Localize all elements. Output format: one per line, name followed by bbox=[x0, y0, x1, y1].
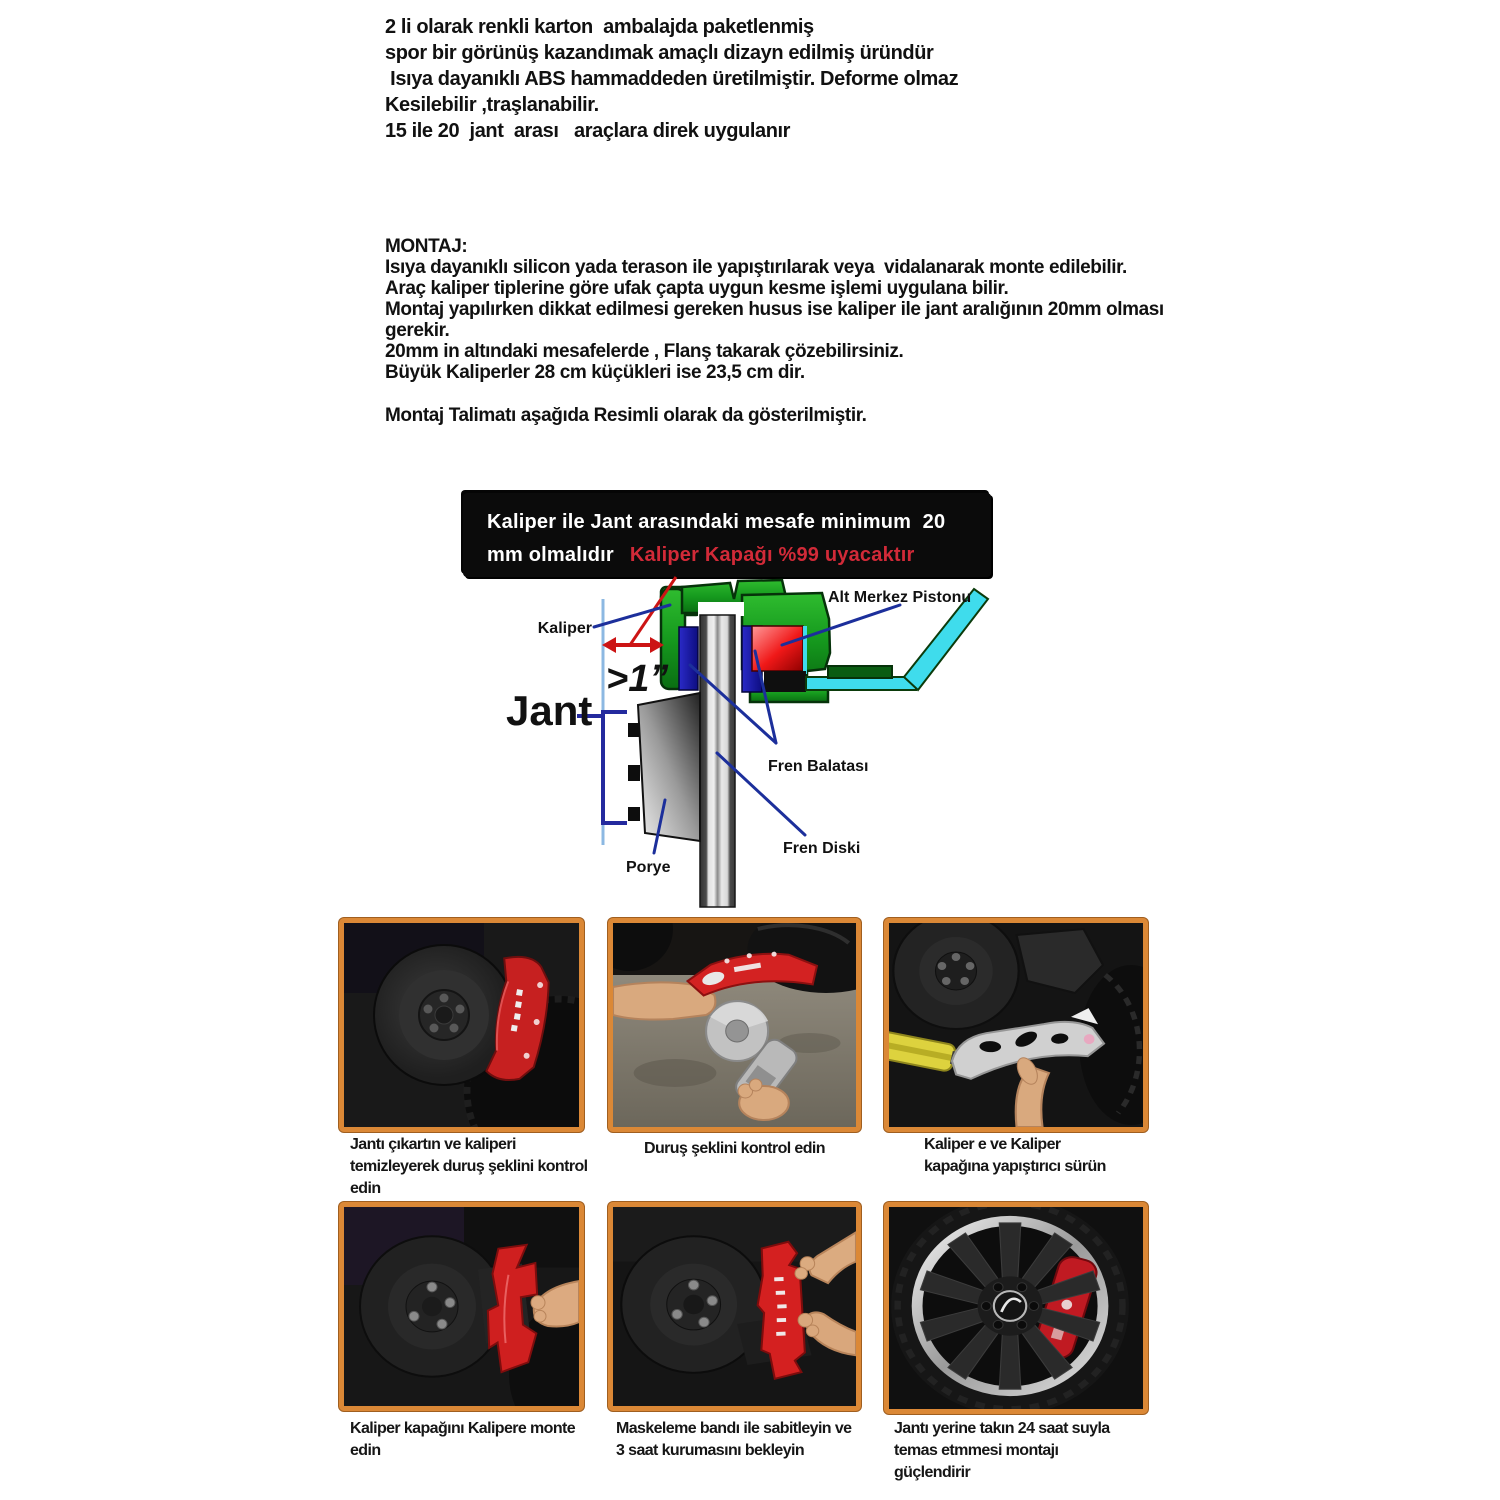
montaj-line: Isıya dayanıklı silicon yada terason ile yapıştırılarak veya vidalanarak monte edilebilir. bbox=[385, 257, 1127, 278]
caption-line: Kaliper e ve Kaliper bbox=[924, 1136, 1061, 1153]
piston-seal bbox=[803, 626, 807, 674]
brake-disc bbox=[700, 615, 735, 907]
label-kaliper: Kaliper bbox=[537, 620, 592, 637]
brake-pad-left bbox=[679, 627, 698, 690]
caption-line: edin bbox=[350, 1442, 381, 1459]
step-2-photo bbox=[608, 918, 861, 1132]
label-jant: Jant bbox=[506, 687, 593, 734]
step-1-photo bbox=[339, 918, 584, 1132]
label-fren-diski: Fren Diski bbox=[783, 840, 861, 857]
step-4-photo-illustration bbox=[344, 1207, 579, 1406]
caption-line: edin bbox=[350, 1180, 381, 1197]
caption-line: güçlendirir bbox=[894, 1464, 971, 1481]
dimension-label: >1” bbox=[606, 658, 669, 700]
caliper-inner-shadow bbox=[764, 671, 806, 692]
caption-line: Jantı yerine takın 24 saat suyla bbox=[894, 1420, 1110, 1437]
piston bbox=[752, 626, 803, 671]
step-4-photo bbox=[339, 1202, 584, 1411]
intro-line: spor bir görünüş kazandımak amaçlı dizayn edilmiş üründür bbox=[385, 42, 934, 64]
label-alt-merkez-pistonu: Alt Merkez Pistonu bbox=[828, 589, 972, 606]
montaj-line: Montaj yapılırken dikkat edilmesi gereken husus ise kaliper ile jant aralığının 20mm olması bbox=[385, 299, 1164, 320]
intro-text bbox=[385, 14, 1125, 118]
fitment-line: 15 ile 20 jant arası araçlara direk uygulanır bbox=[385, 120, 791, 142]
caliper-notch bbox=[698, 602, 744, 616]
montaj-line: Büyük Kaliperler 28 cm küçükleri ise 23,5 cm dir. bbox=[385, 362, 805, 383]
caliper-diagram bbox=[430, 575, 1010, 920]
step-6-photo-illustration bbox=[889, 1207, 1143, 1409]
step-6-caption bbox=[894, 1418, 1154, 1484]
step-2-caption bbox=[608, 1138, 861, 1160]
hose-clamp bbox=[828, 666, 892, 678]
step-3-caption bbox=[924, 1134, 1164, 1178]
intro-line: 2 li olarak renkli karton ambalajda paketlenmiş bbox=[385, 16, 814, 38]
caption-line: Duruş şeklini kontrol edin bbox=[644, 1140, 825, 1157]
banner-line2 bbox=[487, 539, 991, 572]
banner-line2-red: Kaliper Kapağı %99 uyacaktır bbox=[629, 544, 915, 566]
step-6-photo bbox=[884, 1202, 1148, 1414]
step-1-caption bbox=[350, 1134, 600, 1200]
caption-line: Kaliper kapağını Kalipere monte bbox=[350, 1420, 576, 1437]
caption-line: temizleyerek duruş şeklini kontrol bbox=[350, 1158, 588, 1175]
step-5-photo-illustration bbox=[613, 1207, 856, 1406]
step-2-photo-illustration bbox=[613, 923, 856, 1127]
distance-banner bbox=[463, 493, 991, 577]
montaj-line: 20mm in altındaki mesafelerde , Flanş takarak çözebilirsiniz. bbox=[385, 341, 904, 362]
intro-line: Kesilebilir ,traşlanabilir. bbox=[385, 94, 599, 116]
caption-line: 3 saat kurumasını bekleyin bbox=[616, 1442, 805, 1459]
caption-line: Maskeleme bandı ile sabitleyin ve bbox=[616, 1420, 852, 1437]
caption-line: temas etmmesi montajı bbox=[894, 1442, 1059, 1459]
step-3-photo-illustration bbox=[889, 923, 1143, 1127]
label-fren-balatasi: Fren Balatası bbox=[768, 758, 869, 775]
montaj-footer: Montaj Talimatı aşağıda Resimli olarak da gösterilmiştir. bbox=[385, 405, 867, 426]
step-4-caption bbox=[350, 1418, 610, 1462]
montaj-line: Araç kaliper tiplerine göre ufak çapta uygun kesme işlemi uygulana bilir. bbox=[385, 278, 1009, 299]
caption-line: Jantı çıkartın ve kaliperi bbox=[350, 1136, 516, 1153]
caption-line: kapağına yapıştırıcı sürün bbox=[924, 1158, 1106, 1175]
banner-line1: Kaliper ile Jant arasındaki mesafe minimum 20 bbox=[487, 511, 946, 533]
hub bbox=[628, 693, 700, 841]
montaj-line: gerekir. bbox=[385, 320, 450, 341]
step-1-photo-illustration bbox=[344, 923, 579, 1127]
step-5-photo bbox=[608, 1202, 861, 1411]
montaj-heading: MONTAJ: bbox=[385, 236, 468, 257]
label-porye: Porye bbox=[626, 859, 671, 876]
banner-line2-white: mm olmalıdır bbox=[487, 544, 614, 566]
intro-line: Isıya dayanıklı ABS hammaddeden üretilmiştir. Deforme olmaz bbox=[385, 68, 959, 90]
step-3-photo bbox=[884, 918, 1148, 1132]
step-5-caption bbox=[616, 1418, 886, 1462]
montaj-instructions bbox=[385, 236, 1265, 426]
fitment-note bbox=[385, 118, 790, 144]
